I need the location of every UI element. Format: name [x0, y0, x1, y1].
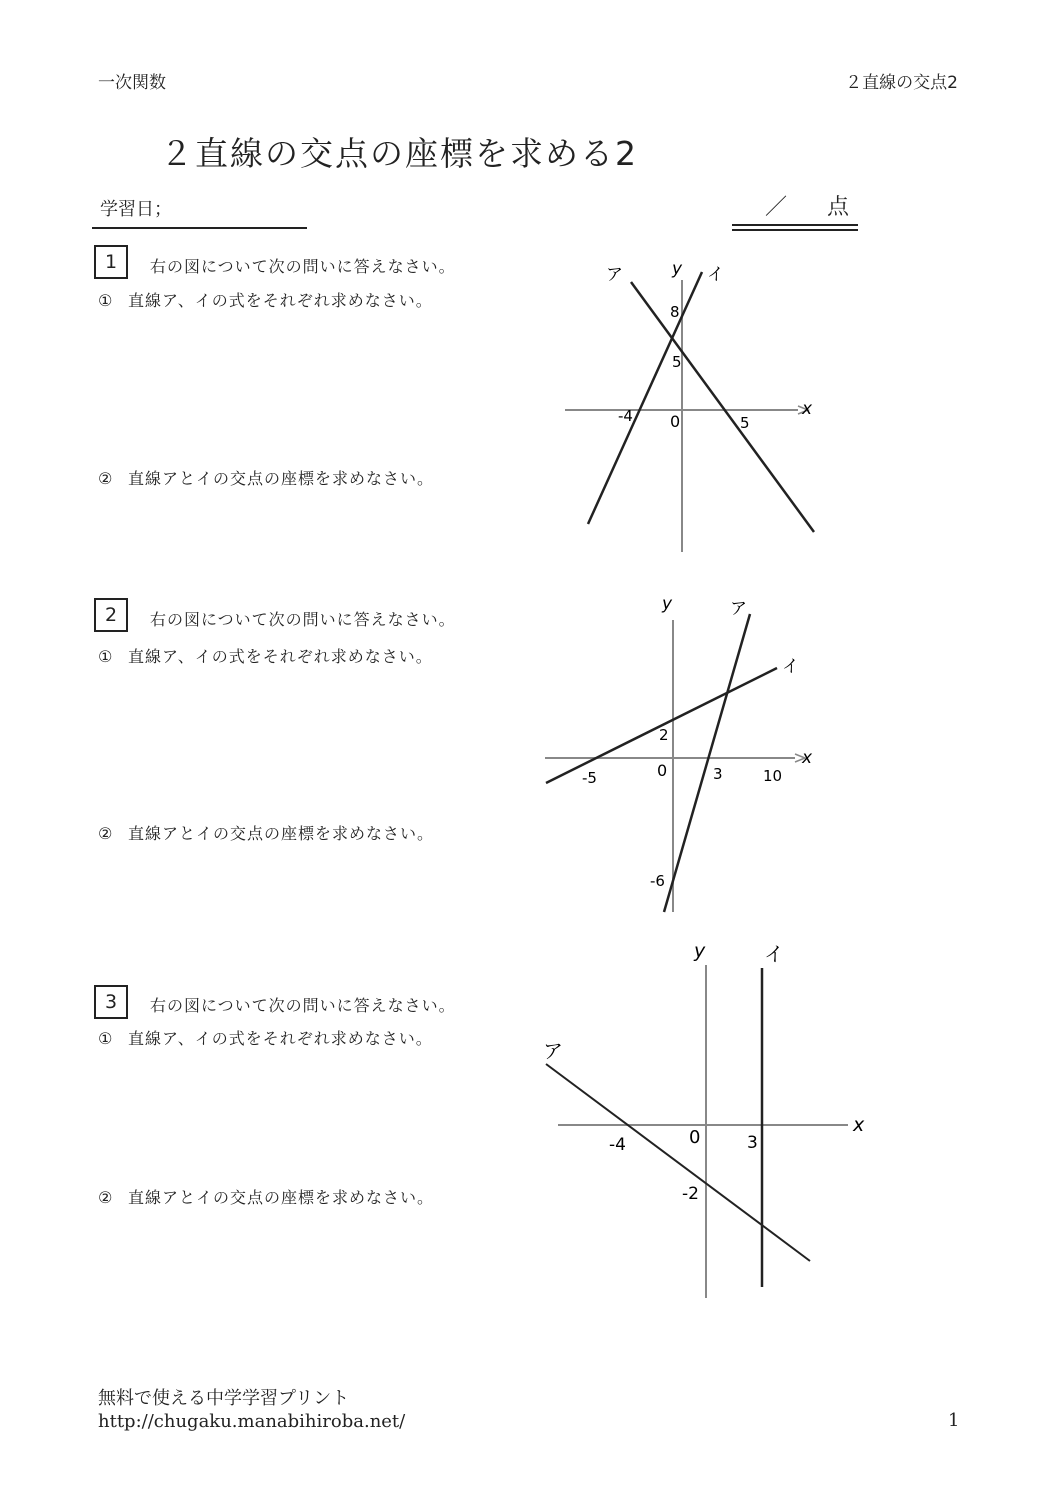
q1-number: ① — [98, 1029, 114, 1048]
x-intercept-a-label: -4 — [609, 1135, 626, 1155]
problem-1-number: 1 — [94, 245, 128, 279]
problem-2-number: 2 — [94, 598, 128, 632]
q2-text: 直線アとイの交点の座標を求めなさい。 — [128, 824, 435, 843]
y-intercept-a-label: -2 — [682, 1184, 699, 1204]
q2-text: 直線アとイの交点の座標を求めなさい。 — [128, 1188, 435, 1207]
problem-3-instruction: 右の図について次の問いに答えなさい。 — [150, 996, 456, 1015]
study-date-label: 学習日； — [100, 199, 172, 220]
q2-text: 直線アとイの交点の座標を求めなさい。 — [128, 469, 435, 488]
y-intercept-a-label: -6 — [650, 872, 665, 890]
q1-text: 直線ア、イの式をそれぞれ求めなさい。 — [128, 647, 433, 666]
y-intercept-i-label: 8 — [670, 303, 680, 321]
x-axis-label: x — [802, 399, 813, 419]
q2-number: ② — [98, 1188, 114, 1207]
line-i-label: イ — [782, 657, 799, 677]
line-i-label: イ — [707, 265, 724, 285]
q2-number: ② — [98, 469, 114, 488]
line-a-label: ア — [606, 265, 623, 285]
origin-label: 0 — [657, 761, 668, 780]
origin-label: 0 — [689, 1127, 701, 1148]
line-a-label: ア — [543, 1039, 563, 1063]
x-intercept-i-label: -4 — [618, 407, 633, 425]
y-axis-label: y — [662, 594, 673, 614]
y-intercept-a-label: 5 — [672, 353, 682, 371]
q1-number: ① — [98, 291, 114, 310]
footer-site-name: 無料で使える中学学習プリント — [98, 1388, 350, 1409]
y-axis-label: y — [694, 940, 706, 962]
origin-label: 0 — [670, 412, 681, 431]
q2-number: ② — [98, 824, 114, 843]
score-unit: 点 — [827, 195, 850, 220]
x-tick-10-label: 10 — [763, 767, 783, 785]
header-worksheet-name: ２直線の交点2 — [845, 73, 958, 93]
problem-1-instruction: 右の図について次の問いに答えなさい。 — [150, 257, 456, 276]
q1-text: 直線ア、イの式をそれぞれ求めなさい。 — [128, 291, 433, 310]
line-a — [546, 1064, 810, 1261]
x-intercept-i-label: -5 — [582, 769, 597, 787]
line-a-label: ア — [730, 599, 747, 619]
y-axis-label: y — [672, 259, 683, 279]
header-unit: 一次関数 — [98, 73, 166, 93]
q1-text: 直線ア、イの式をそれぞれ求めなさい。 — [128, 1029, 433, 1048]
line-i-label: イ — [764, 942, 784, 966]
page-title: ２直線の交点の座標を求める2 — [160, 134, 638, 173]
page-number: 1 — [948, 1410, 960, 1431]
x-axis-label: x — [802, 748, 813, 768]
x-intercept-a-label: 5 — [740, 414, 750, 432]
x-intercept-a-label: 3 — [713, 765, 723, 783]
x-intercept-i-label: 3 — [747, 1133, 758, 1153]
score-slash: ／ — [765, 195, 788, 220]
q1-number: ① — [98, 647, 114, 666]
y-intercept-i-label: 2 — [659, 726, 669, 744]
problem-2-instruction: 右の図について次の問いに答えなさい。 — [150, 610, 456, 629]
footer-url[interactable]: http://chugaku.manabihiroba.net/ — [98, 1411, 406, 1432]
problem-3-number: 3 — [94, 985, 128, 1019]
x-axis-label: x — [853, 1114, 865, 1136]
